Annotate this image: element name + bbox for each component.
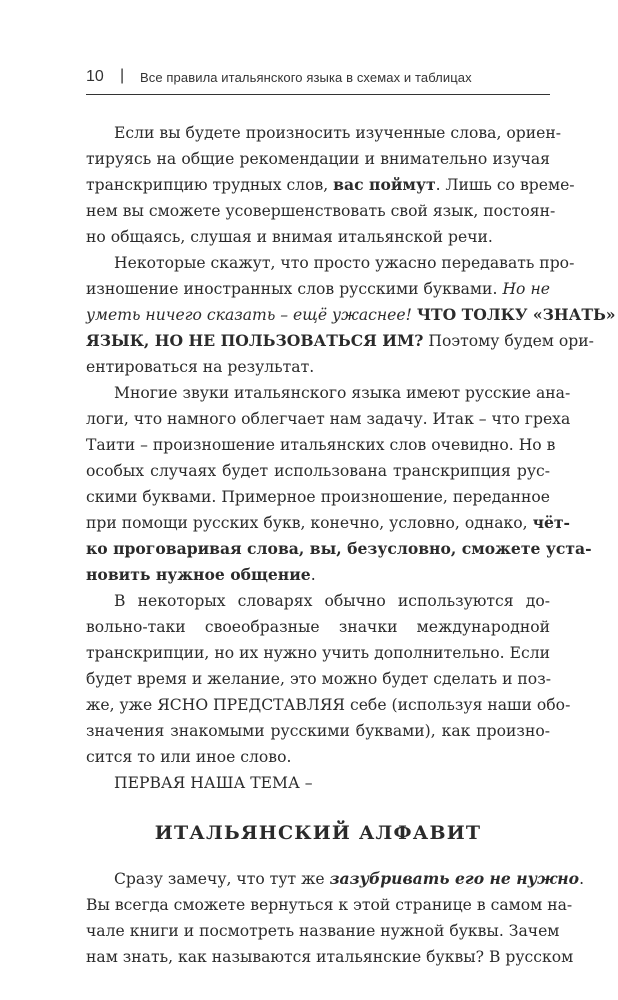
bold-italic-phrase: зазубривать его не нужно — [329, 869, 580, 888]
text-line: при помощи русских букв, конечно, условно, однако, чёт- — [86, 513, 571, 532]
text-line: Таити – произношение итальянских слов очевидно. Но в — [86, 436, 556, 454]
running-header — [86, 66, 550, 95]
bold-phrase: ЯЗЫК, НО НЕ ПОЛЬЗОВАТЬСЯ ИМ? — [86, 331, 424, 350]
text-line: ЯЗЫК, НО НЕ ПОЛЬЗОВАТЬСЯ ИМ? Поэтому будем ори- — [86, 331, 594, 350]
bold-phrase: новить нужное общение — [86, 565, 311, 584]
bold-phrase: чёт- — [532, 513, 571, 532]
text-line: Некоторые скажут, что просто ужасно передавать про- — [114, 254, 575, 272]
text-line: нам знать, как называются итальянские буквы? В русском — [86, 948, 574, 966]
italic-phrase: Но не — [502, 280, 550, 298]
italic-phrase: уметь ничего сказать – ещё ужаснее! — [86, 306, 417, 324]
text-line: Многие звуки итальянского языка имеют русские ана- — [114, 384, 571, 402]
book-title: Все правила итальянского языка в схемах и таблицах — [140, 70, 472, 85]
text-line: ко проговаривая слова, вы, безусловно, сможете уста- — [86, 539, 592, 558]
bold-phrase: вас поймут — [333, 175, 436, 194]
text-line: транскрипцию трудных слов, вас поймут. Лишь со време- — [86, 175, 575, 194]
text-line: Если вы будете произносить изученные слова, ориен- — [114, 124, 562, 142]
text-line: ентироваться на результат. — [86, 358, 315, 376]
text-line: будет время и желание, это можно будет сделать и поз- — [86, 670, 551, 688]
text-line: ПЕРВАЯ НАША ТЕМА – — [114, 774, 313, 792]
bold-phrase: ЧТО ТОЛКУ «ЗНАТЬ» — [416, 305, 616, 324]
text-line: чале книги и посмотреть название нужной буквы. Зачем — [86, 922, 560, 940]
text-line: В некоторых словарях обычно используются до- — [114, 592, 550, 610]
section-heading: ИТАЛЬЯНСКИЙ АЛФАВИТ — [154, 822, 482, 844]
text-line — [86, 302, 616, 328]
text-line: сится то или иное слово. — [86, 748, 292, 766]
text-line: нем вы сможете усовершенствовать свой язык, постоян- — [86, 202, 556, 220]
text-line: но общаясь, слушая и внимая итальянской речи. — [86, 228, 493, 246]
text-line: Вы всегда сможете вернуться к этой странице в самом на- — [86, 896, 573, 914]
text-line: логи, что намного облегчает нам задачу. Итак – что греха — [86, 410, 571, 428]
text-line: значения знакомыми русскими буквами), как произно- — [86, 722, 550, 740]
text-line: изношение иностранных слов русскими буквами. Но не — [86, 280, 550, 298]
text-line: тируясь на общие рекомендации и внимательно изучая — [86, 150, 550, 168]
header-separator: | — [120, 67, 125, 84]
text-line: транскрипции, но их нужно учить дополнительно. Если — [86, 644, 550, 662]
text-line: же, уже ЯСНО ПРЕДСТАВЛЯЯ себе (используя наши обо- — [86, 696, 571, 714]
text-line: особых случаях будет использована транскрипция рус- — [86, 462, 550, 480]
text-line: новить нужное общение. — [86, 565, 316, 584]
text-line: Сразу замечу, что тут же зазубривать его не нужно. — [114, 869, 585, 888]
text-line: вольно-таки своеобразные значки международной — [86, 618, 550, 636]
text-line: скими буквами. Примерное произношение, переданное — [86, 488, 550, 506]
page-number: 10 — [86, 68, 104, 85]
